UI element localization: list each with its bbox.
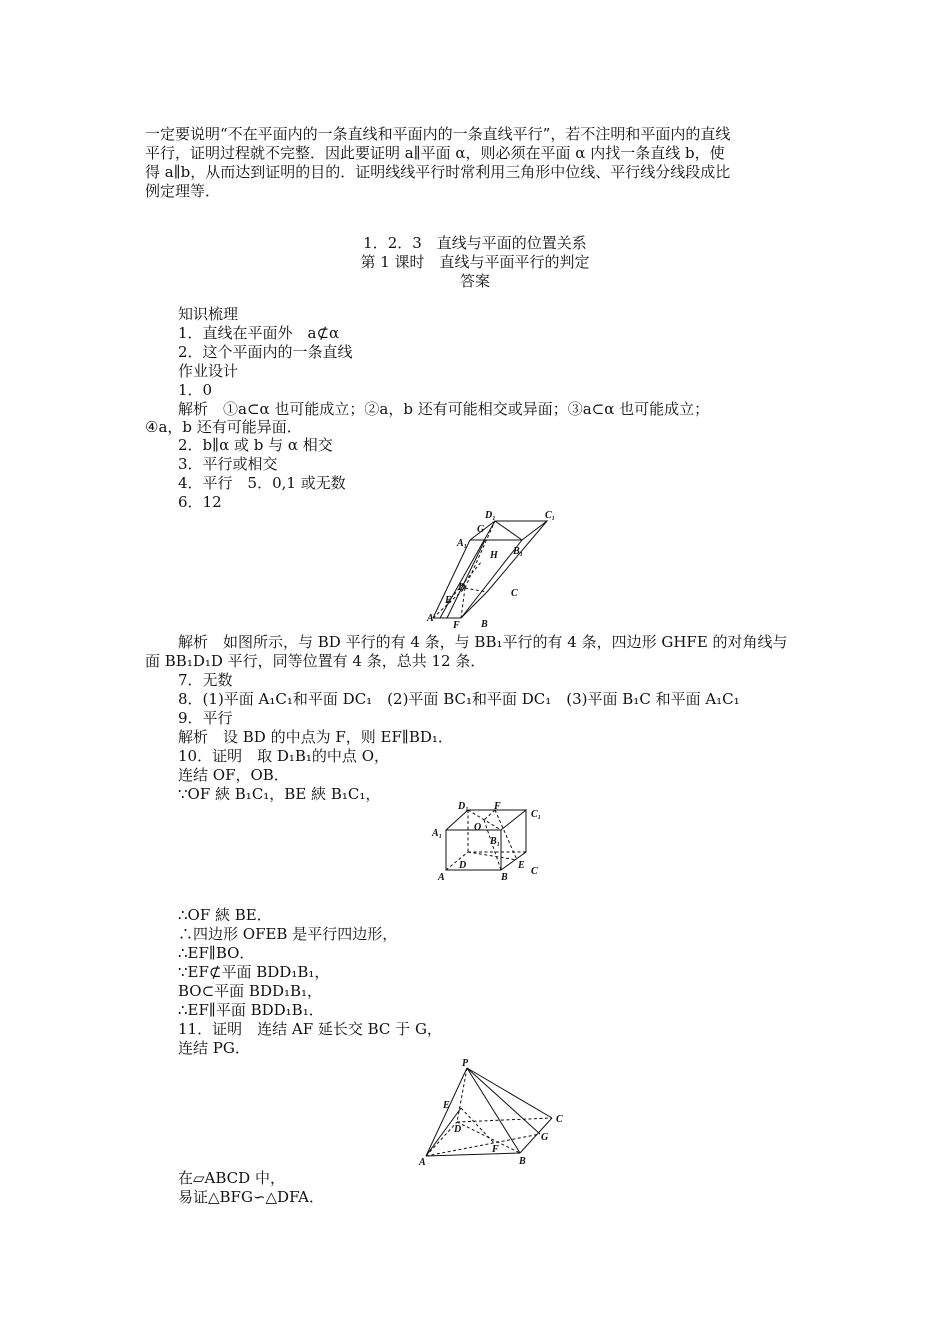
- label-A: A: [438, 872, 445, 882]
- label-A1: A₁: [432, 828, 443, 839]
- content-line: 易证△BFG∽△DFA．: [178, 1188, 325, 1206]
- edge-GF: [447, 540, 485, 618]
- edge-PA: [426, 1068, 467, 1156]
- label-B1: B₁: [490, 836, 501, 847]
- content-line: 4．平行 5．0,1 或无数: [178, 474, 346, 492]
- label-F: F: [494, 801, 501, 812]
- label-B1: B₁: [513, 546, 524, 557]
- label-C: C: [511, 588, 518, 599]
- content-line: ∴EF∥平面 BDD₁B₁．: [178, 1001, 324, 1019]
- intro-line-4: 例定理等．: [145, 182, 221, 200]
- content-line: 7．无数: [178, 671, 233, 689]
- content-line: 在▱ABCD 中，: [178, 1169, 285, 1187]
- label-C: C: [531, 866, 538, 877]
- content-line: 11．证明 连结 AF 延长交 BC 于 G，: [178, 1020, 442, 1038]
- hidden-DC: [457, 1118, 552, 1122]
- content-line: 1．0: [178, 381, 213, 399]
- label-O: O: [474, 822, 482, 833]
- figure-cube: [428, 800, 553, 882]
- content-line: ④a，b 还有可能异面．: [145, 418, 302, 436]
- label-B: B: [519, 1156, 526, 1167]
- content-line: 作业设计: [178, 362, 239, 380]
- label-D: D: [458, 582, 466, 593]
- label-C: C: [556, 1114, 563, 1125]
- content-line: 知识梳理: [178, 305, 239, 323]
- label-D1: D₁: [458, 801, 469, 812]
- label-D: D: [454, 1124, 462, 1135]
- q6-explanation-1: 解析 如图所示，与 BD 平行的有 4 条，与 BB₁平行的有 4 条，四边形 GHFE 的对角线与: [178, 633, 788, 651]
- figure-pyramid: [412, 1056, 572, 1168]
- content-line: ∵OF 綊 B₁C₁，BE 綊 B₁C₁，: [178, 785, 381, 803]
- edge-D1B1: [495, 521, 522, 540]
- label-B: B: [501, 872, 508, 882]
- intro-line-2: 平行，证明过程就不完整．因此要证明 a∥平面 α，则必须在平面 α 内找一条直线 b，使: [145, 144, 725, 162]
- label-A: A: [419, 1157, 426, 1168]
- content-line: 1．直线在平面外 a⊄α: [178, 324, 340, 342]
- label-C1: C₁: [531, 809, 542, 820]
- label-G: G: [541, 1132, 549, 1143]
- edge-PC: [467, 1068, 552, 1118]
- label-D1: D₁: [485, 510, 496, 521]
- hidden-PD: [457, 1068, 467, 1122]
- content-line: ∵EF⊄平面 BDD₁B₁，: [178, 963, 330, 981]
- content-line: 解析 设 BD 的中点为 F，则 EF∥BD₁．: [178, 728, 453, 746]
- hidden-DE: [468, 852, 517, 860]
- label-A1: A₁: [457, 538, 468, 549]
- content-line: 9．平行: [178, 709, 233, 727]
- label-F: F: [453, 620, 460, 630]
- label-C1: C₁: [545, 510, 556, 521]
- content-line: 连结 OF，OB．: [178, 766, 289, 784]
- content-line: 连结 PG．: [178, 1039, 250, 1057]
- section-heading: 1．2．3 直线与平面的位置关系: [363, 234, 587, 252]
- label-F: F: [492, 1144, 499, 1155]
- q6-explanation-2: 面 BB₁D₁D 平行，同等位置有 4 条，总共 12 条．: [145, 652, 486, 670]
- intro-line-3: 得 a∥b，从而达到证明的目的．证明线线平行时常利用三角形中位线、平行线分线段成比: [145, 163, 731, 181]
- content-line: 6．12: [178, 493, 222, 511]
- content-line: 2．b∥α 或 b 与 α 相交: [178, 436, 333, 454]
- edge-AA1: [433, 540, 470, 618]
- intro-line-1: 一定要说明“不在平面内的一条直线和平面内的一条直线平行”，若不注明和平面内的直线: [145, 125, 731, 143]
- content-line: ∴EF∥BO．: [178, 944, 255, 962]
- content-line: 10．证明 取 D₁B₁的中点 O，: [178, 747, 389, 765]
- figure-prism: [425, 508, 565, 630]
- content-line: 3．平行或相交: [178, 455, 278, 473]
- label-E: E: [518, 860, 525, 871]
- lesson-heading: 第 1 课时 直线与平面平行的判定: [360, 253, 590, 271]
- content-line: 8．(1)平面 A₁C₁和平面 DC₁ (2)平面 BC₁和平面 DC₁ (3)平面 B₁C 和平面 A₁C₁: [178, 690, 740, 708]
- edge-PG: [467, 1068, 540, 1134]
- label-P: P: [462, 1058, 469, 1069]
- label-E: E: [443, 1100, 450, 1111]
- answers-heading: 答案: [459, 272, 490, 290]
- label-H: H: [490, 550, 498, 561]
- content-line: BO⊂平面 BDD₁B₁，: [178, 982, 323, 1000]
- label-D: D: [459, 860, 467, 871]
- label-E: E: [445, 595, 452, 606]
- label-B: B: [481, 619, 488, 630]
- label-G: G: [477, 524, 485, 535]
- content-line: ∴四边形 OFEB 是平行四边形，: [178, 925, 398, 943]
- hidden-AD: [426, 1122, 457, 1156]
- edge-AB: [426, 1153, 520, 1156]
- hidden-AG: [426, 1134, 540, 1156]
- content-line: 2．这个平面内的一条直线: [178, 343, 353, 361]
- content-line: 解析 ①a⊂α 也可能成立；②a，b 还有可能相交或异面；③a⊂α 也可能成立；: [178, 400, 710, 418]
- content-line: ∴OF 綊 BE．: [178, 906, 272, 924]
- hidden-EF: [461, 1108, 495, 1144]
- label-A: A: [427, 613, 434, 624]
